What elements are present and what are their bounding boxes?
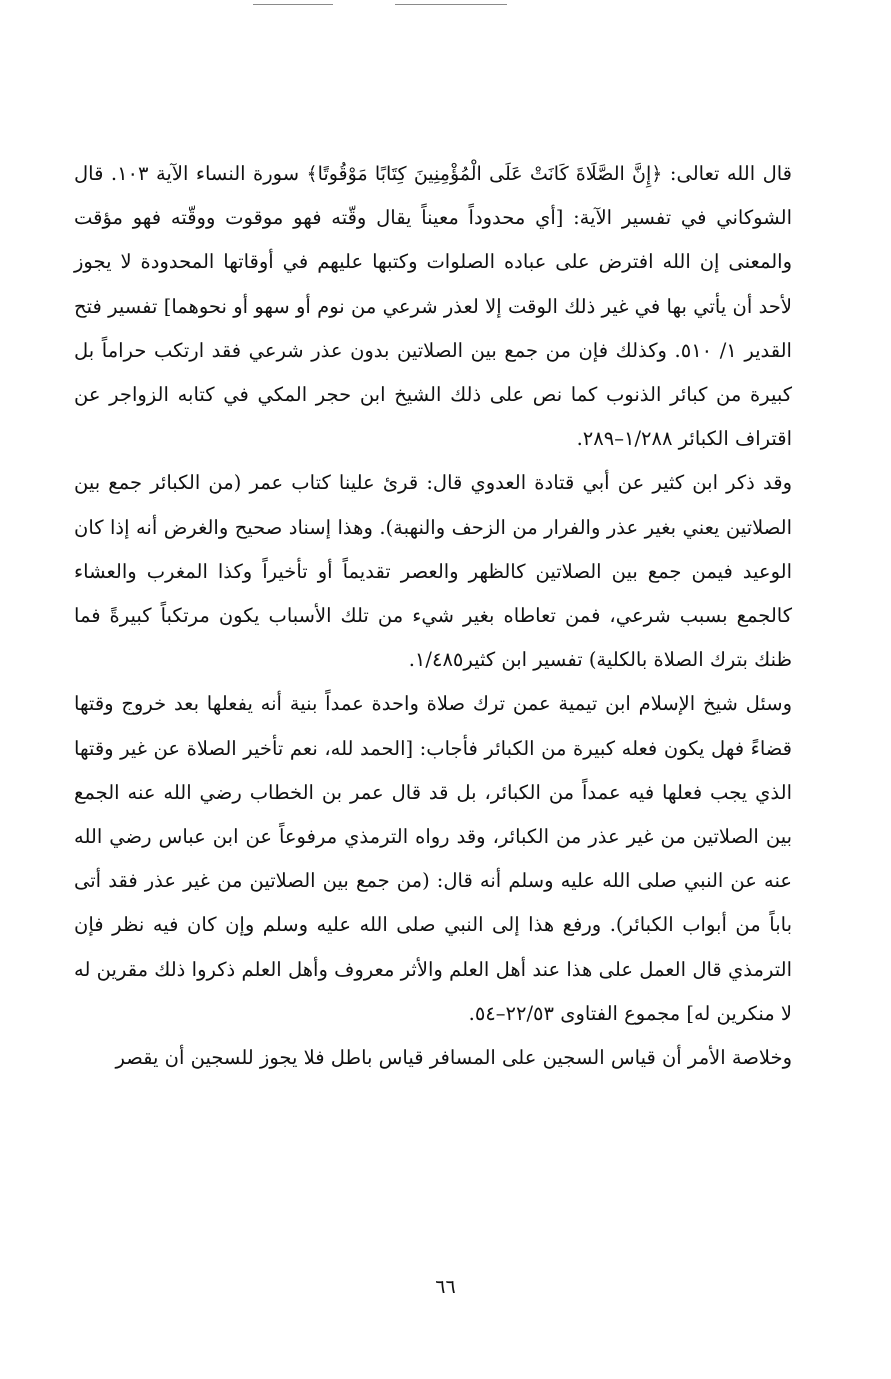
top-rule-right	[395, 4, 507, 5]
paragraph-1-intro: قال الله تعالى:	[662, 162, 793, 185]
top-rule-left	[253, 4, 333, 5]
paragraph-2: وقد ذكر ابن كثير عن أبي قتادة العدوي قال: قرئ علينا كتاب عمر (من الكبائر جمع بين الصلاتين يعني بغير عذر والفرار من الزحف والنهبة). وهذا إسناد صحيح والغرض أنه إذا كان الوعيد فيمن جمع بين الصلاتين كالظهر والعصر تقديماً أو تأخيراً وكذا المغرب والعشاء كالجمع بسبب شرعي، فمن تعاطاه بغير شيء من تلك الأسباب يكون مرتكباً كبيرةً فما ظنك بترك الصلاة بالكلية) تفسير ابن كثير١/٤٨٥.	[74, 471, 792, 672]
page-number: ٦٦	[435, 1276, 456, 1298]
paragraph-1-text: سورة النساء الآية ١٠٣. قال الشوكاني في تفسير الآية: [أي محدوداً معيناً يقال وقّته فهو موقوت ووقّته فهو مؤقت والمعنى إن الله افترض على عباده الصلوات وكتبها عليهم في أوقاتها المحدودة لا يجوز لأحد أن يأتي بها في غير ذلك الوقت إلا لعذر شرعي من نوم أو سهو أو نحوهما] تفسير فتح القدير ١/ ٥١٠. وكذلك فإن من جمع بين الصلاتين بدون عذر شرعي فقد ارتكب حراماً بل كبيرة من كبائر الذنوب كما نص على ذلك الشيخ ابن حجر المكي في كتابه الزواجر عن اقتراف الكبائر ١/٢٨٨–٢٨٩.	[74, 162, 792, 451]
quran-verse: ﴿إِنَّ الصَّلَاةَ كَانَتْ عَلَى الْمُؤْمِنِينَ كِتَابًا مَوْقُوتًا﴾	[306, 163, 663, 185]
paragraph-3: وسئل شيخ الإسلام ابن تيمية عمن ترك صلاة واحدة عمداً بنية أنه يفعلها بعد خروج وقتها قضاءً فهل يكون فعله كبيرة من الكبائر فأجاب: [الحمد لله، نعم تأخير الصلاة عن غير وقتها الذي يجب فعلها فيه عمداً من الكبائر، بل قد قال عمر بن الخطاب رضي الله عنه الجمع بين الصلاتين من غير عذر من الكبائر، وقد رواه الترمذي مرفوعاً عن ابن عباس رضي الله عنه عن النبي صلى الله عليه وسلم أنه قال: (من جمع بين الصلاتين من غير عذر فقد أتى باباً من أبواب الكبائر). ورفع هذا إلى النبي صلى الله عليه وسلم وإن كان فيه نظر فإن الترمذي قال العمل على هذا عند أهل العلم والأثر معروف وأهل العلم ذكروا ذلك مقرين له لا منكرين له] مجموع الفتاوى ٢٢/٥٣–٥٤.	[74, 692, 792, 1025]
paragraph-1	[74, 152, 792, 461]
paragraph-4: وخلاصة الأمر أن قياس السجين على المسافر قياس باطل فلا يجوز للسجين أن يقصر	[115, 1046, 792, 1070]
page-body	[74, 152, 792, 1080]
